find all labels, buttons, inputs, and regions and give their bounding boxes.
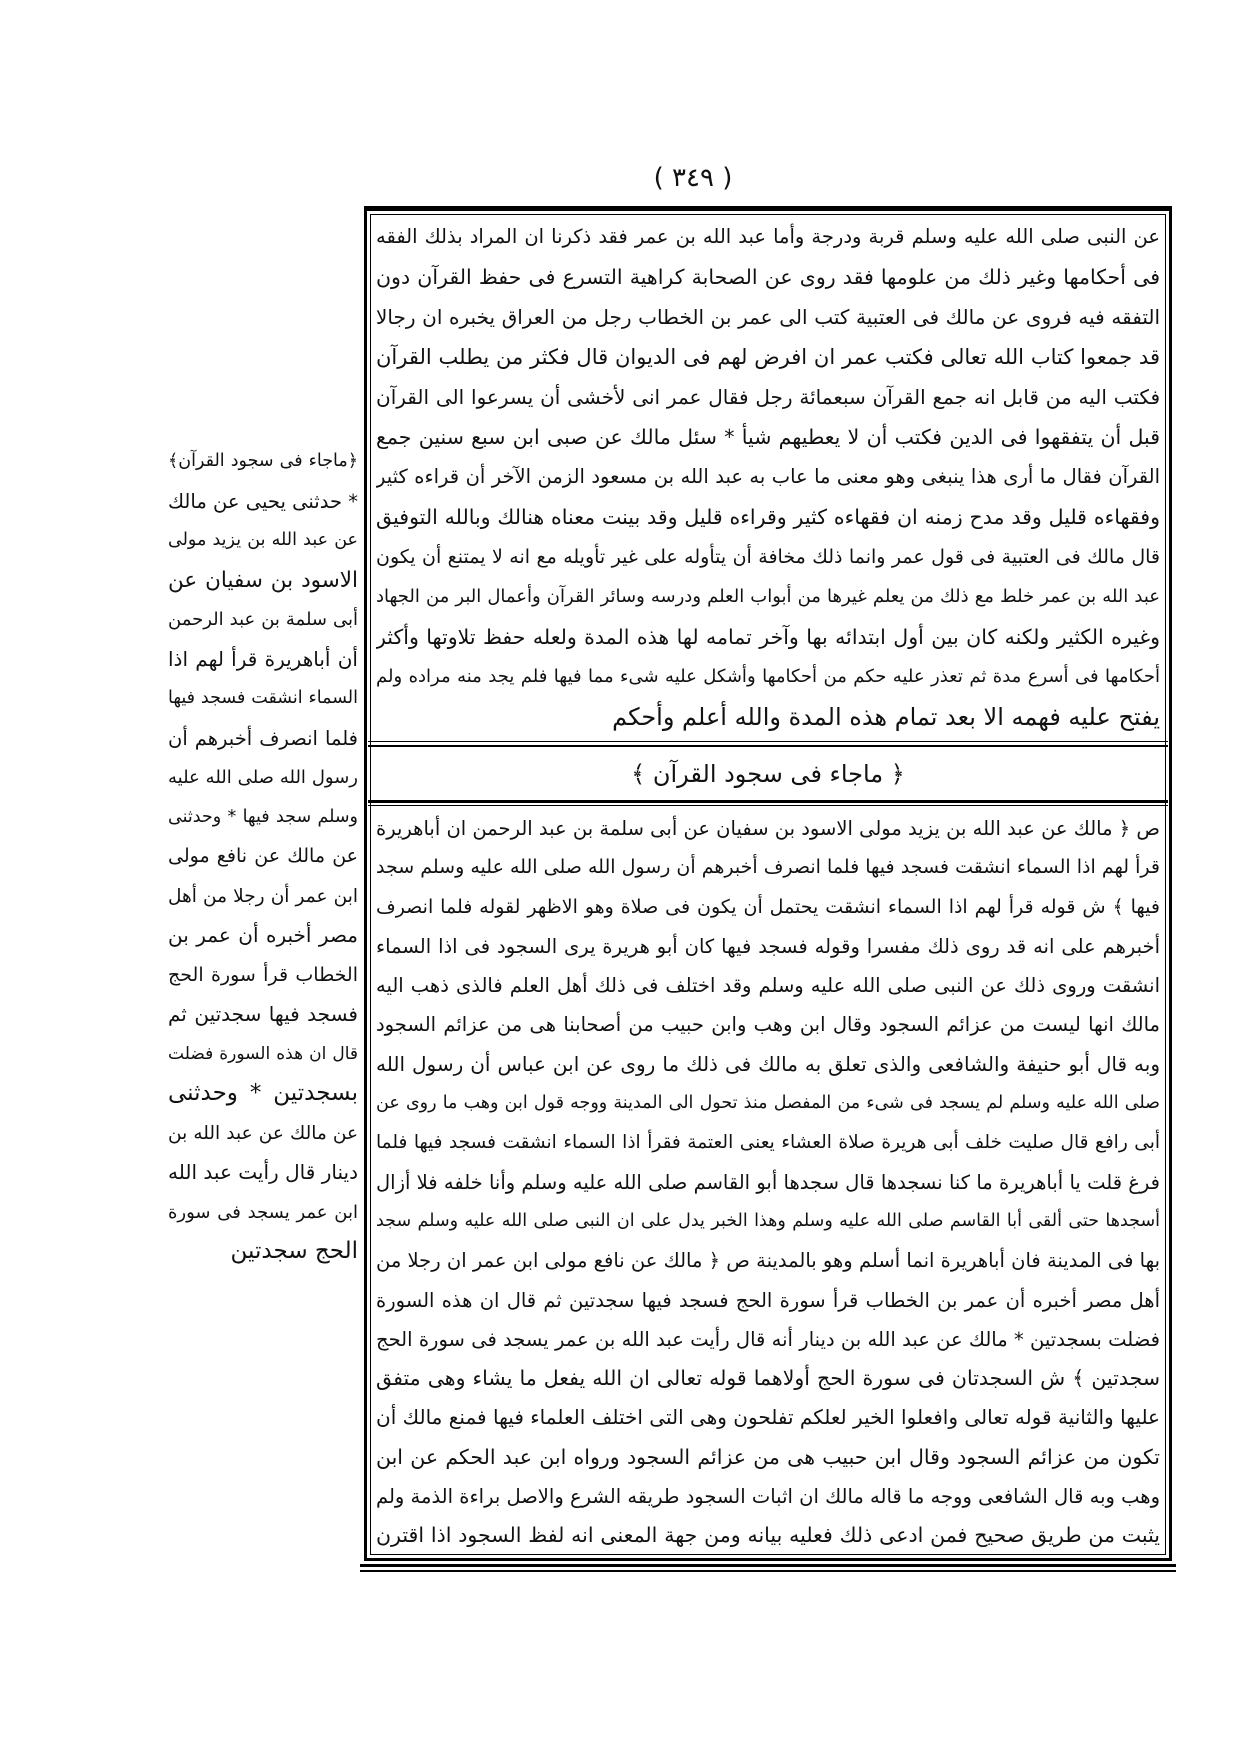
bottom-rule-thin [360, 1570, 1176, 1572]
margin-line: عن عبد الله بن يزيد مولى [168, 530, 358, 550]
text-line: قرأ لهم اذا السماء انشقت فسجد فيها فلما انصرف أخبرهم أن رسول الله صلى الله عليه وسلم سجد [376, 856, 1160, 879]
margin-line: عن مالك عن نافع مولى [168, 845, 358, 867]
text-line: فضلت بسجدتين * مالك عن عبد الله بن دينار أنه قال رأيت عبد الله بن عمر يسجد فى سورة الحج [376, 1327, 1160, 1351]
text-line: فى أحكامها وغير ذلك من علومها فقد روى عن الصحابة كراهية التسرع فى حفظ القرآن دون [376, 265, 1160, 289]
margin-line: * حدثنى يحيى عن مالك [168, 489, 358, 513]
margin-line: أن أباهريرة قرأ لهم اذا [168, 646, 358, 671]
text-line: وغيره الكثير ولكنه كان بين أول ابتدائه بها وآخر تمامه لها هذه المدة ولعله حفظ تلاوتها وأكثر [376, 625, 1160, 649]
margin-line: الحج سجدتين [230, 1238, 358, 1264]
margin-line: عن مالك عن عبد الله بن [168, 1122, 358, 1144]
margin-line: دينار قال رأيت عبد الله [168, 1160, 358, 1184]
text-line: أحكامها فى أسرع مدة ثم تعذر عليه حكم من أحكامها وأشكل عليه شىء مما فيها فلم يجد منه مراده ولم [376, 666, 1160, 687]
text-line: أهل مصر أخبره أن عمر بن الخطاب قرأ سورة الحج فسجد فيها سجدتين ثم قال ان هذه السورة [376, 1288, 1160, 1312]
text-line: فكتب اليه من قابل انه جمع القرآن سبعمائة رجل فقال عمر انى لأخشى أن يسرعوا الى القرآن [376, 385, 1160, 409]
text-line: فيها ﴾ ش قوله قرأ لهم اذا السماء انشقت يحتمل أن يكون فى صلاة وهو الاظهر لقوله فلما انصرف [376, 895, 1160, 918]
margin-line: مصر أخبره أن عمر بن [168, 923, 358, 947]
text-line: عليها والثانية قوله تعالى وافعلوا الخير لعلكم تفلحون وهى التى اختلف العلماء فيها فمنع مالك أن [376, 1405, 1160, 1430]
text-line: عن النبى صلى الله عليه وسلم قربة ودرجة وأما عبد الله بن عمر فقد ذكرنا ان المراد بذلك الفقه [376, 225, 1160, 248]
text-line: التفقه فيه فروى عن مالك فى العتبية كتب الى عمر بن الخطاب رجل من العراق يخبره ان رجالا [376, 305, 1160, 329]
margin-line: أبى سلمة بن عبد الرحمن [168, 609, 358, 630]
text-line: أسجدها حتى ألقى أبا القاسم صلى الله عليه وسلم وهذا الخبر يدل على ان النبى صلى الله عليه وسلم سجد [376, 1210, 1160, 1231]
margin-line: الاسود بن سفيان عن [168, 567, 358, 593]
text-line: وفقهاءه قليل وقد مدح زمنه ان فقهاءه كثير وقراءه قليل وقد بينت معناه هنالك وبالله التوفيق [376, 505, 1160, 529]
text-line: تكون من عزائم السجود وقال ابن حبيب هى من عزائم السجود ورواه ابن عبد الحكم عن ابن [376, 1444, 1160, 1469]
margin-line: ﴿ماجاء فى سجود القرآن﴾ [168, 451, 358, 471]
commentary-section-1 [376, 217, 1160, 737]
text-line: قال مالك فى العتبية فى قول عمر وانما ذلك مخافة أن يتأوله على غير تأويله مع انه لا يمتنع أن يكون [376, 546, 1160, 568]
heading-bottom-rule [368, 800, 1168, 803]
text-line: يفتح عليه فهمه الا بعد تمام هذه المدة والله أعلم وأحكم [612, 703, 1160, 731]
heading-top-rule [368, 741, 1168, 742]
heading-bottom-rule-2 [368, 805, 1168, 806]
margin-line: الخطاب قرأ سورة الحج [168, 963, 358, 986]
margin-line: فلما انصرف أخبرهم أن [168, 726, 358, 750]
margin-line: رسول الله صلى الله عليه [168, 767, 358, 788]
text-line: يثبت من طريق صحيح فمن ادعى ذلك فعليه بيانه ومن جهة المعنى انه لفظ السجود اذا اقترن [376, 1523, 1160, 1548]
margin-line: قال ان هذه السورة فضلت [168, 1043, 358, 1064]
text-line: صلى الله عليه وسلم لم يسجد فى شىء من المفصل منذ تحول الى المدينة ووجه قول ابن وهب ما روى عن [376, 1093, 1160, 1114]
margin-line: ابن عمر أن رجلا من أهل [168, 885, 358, 907]
bottom-rule-thick [360, 1564, 1176, 1567]
text-line: وهب وبه قال الشافعى ووجه ما قاله مالك ان اثبات السجود طريقه الشرع والاصل براءة الذمة ولم [376, 1485, 1160, 1509]
text-line: عبد الله بن عمر خلط مع ذلك من يعلم غيرها من أبواب العلم ودرسه وسائر القرآن وأعمال البر من الجهاد [376, 586, 1160, 607]
text-line: وبه قال أبو حنيفة والشافعى والذى تعلق به مالك فى ذلك ما روى عن ابن عباس أن رسول الله [376, 1051, 1160, 1076]
margin-line: بسجدتين * وحدثنى [168, 1080, 358, 1106]
text-line: قد جمعوا كتاب الله تعالى فكتب عمر ان افرض لهم فى الديوان قال فكثر من يطلب القرآن [376, 345, 1160, 369]
text-line: سجدتين ﴾ ش السجدتان فى سورة الحج أولاهما قوله تعالى ان الله يفعل ما يشاء وهى متفق [376, 1366, 1160, 1391]
margin-line: ابن عمر يسجد فى سورة [168, 1201, 358, 1223]
text-line: ص ﴿ مالك عن عبد الله بن يزيد مولى الاسود بن سفيان عن أبى سلمة بن عبد الرحمن ان أباهريرة [376, 817, 1160, 840]
margin-line: فسجد فيها سجدتين ثم [168, 1002, 358, 1026]
commentary-section-2 [376, 809, 1160, 1556]
text-line: القرآن فقال ما أرى هذا ينبغى وهو معنى ما عاب به عبد الله بن مسعود الزمن الآخر أن قراءه كثير [376, 465, 1160, 488]
margin-line: السماء انشقت فسجد فيها [168, 688, 358, 708]
text-line: بها فى المدينة فان أباهريرة انما أسلم وهو بالمدينة ص ﴿ مالك عن نافع مولى ابن عمر ان رجلا من [376, 1249, 1160, 1273]
heading-top-rule-2 [368, 745, 1168, 747]
text-line: فرغ قلت يا أباهريرة ما كنا نسجدها قال سجدها أبو القاسم صلى الله عليه وسلم وأنا خلفه فلا أزال [376, 1170, 1160, 1194]
text-line: أخبرهم على انه قد روى ذلك مفسرا وقوله فسجد فيها كان أبو هريرة يرى السجود فى اذا السماء [376, 934, 1160, 958]
chapter-heading: ﴿ ماجاء فى سجود القرآن ﴾ [631, 760, 905, 788]
margin-line: وسلم سجد فيها * وحدثنى [168, 806, 358, 827]
text-line: أبى رافع قال صليت خلف أبى هريرة صلاة العشاء يعنى العتمة فقرأ اذا السماء انشقت فسجد فيها فلما [376, 1132, 1160, 1154]
text-line: انشقت وروى ذلك عن النبى صلى الله عليه وسلم وقد اختلف فى ذلك أهل العلم فالذى ذهب اليه [376, 974, 1160, 998]
page-number: ( ٣٤٩ ) [653, 163, 733, 193]
text-line: مالك انها ليست من عزائم السجود وقال ابن وهب وابن حبيب من أصحابنا هى من عزائم السجود [376, 1013, 1160, 1037]
margin-hadith-text [168, 442, 358, 1272]
text-line: قبل أن يتفقهوا فى الدين فكتب أن لا يعطيهم شيأ * سئل مالك عن صبى ابن سبع سنين جمع [376, 425, 1160, 449]
